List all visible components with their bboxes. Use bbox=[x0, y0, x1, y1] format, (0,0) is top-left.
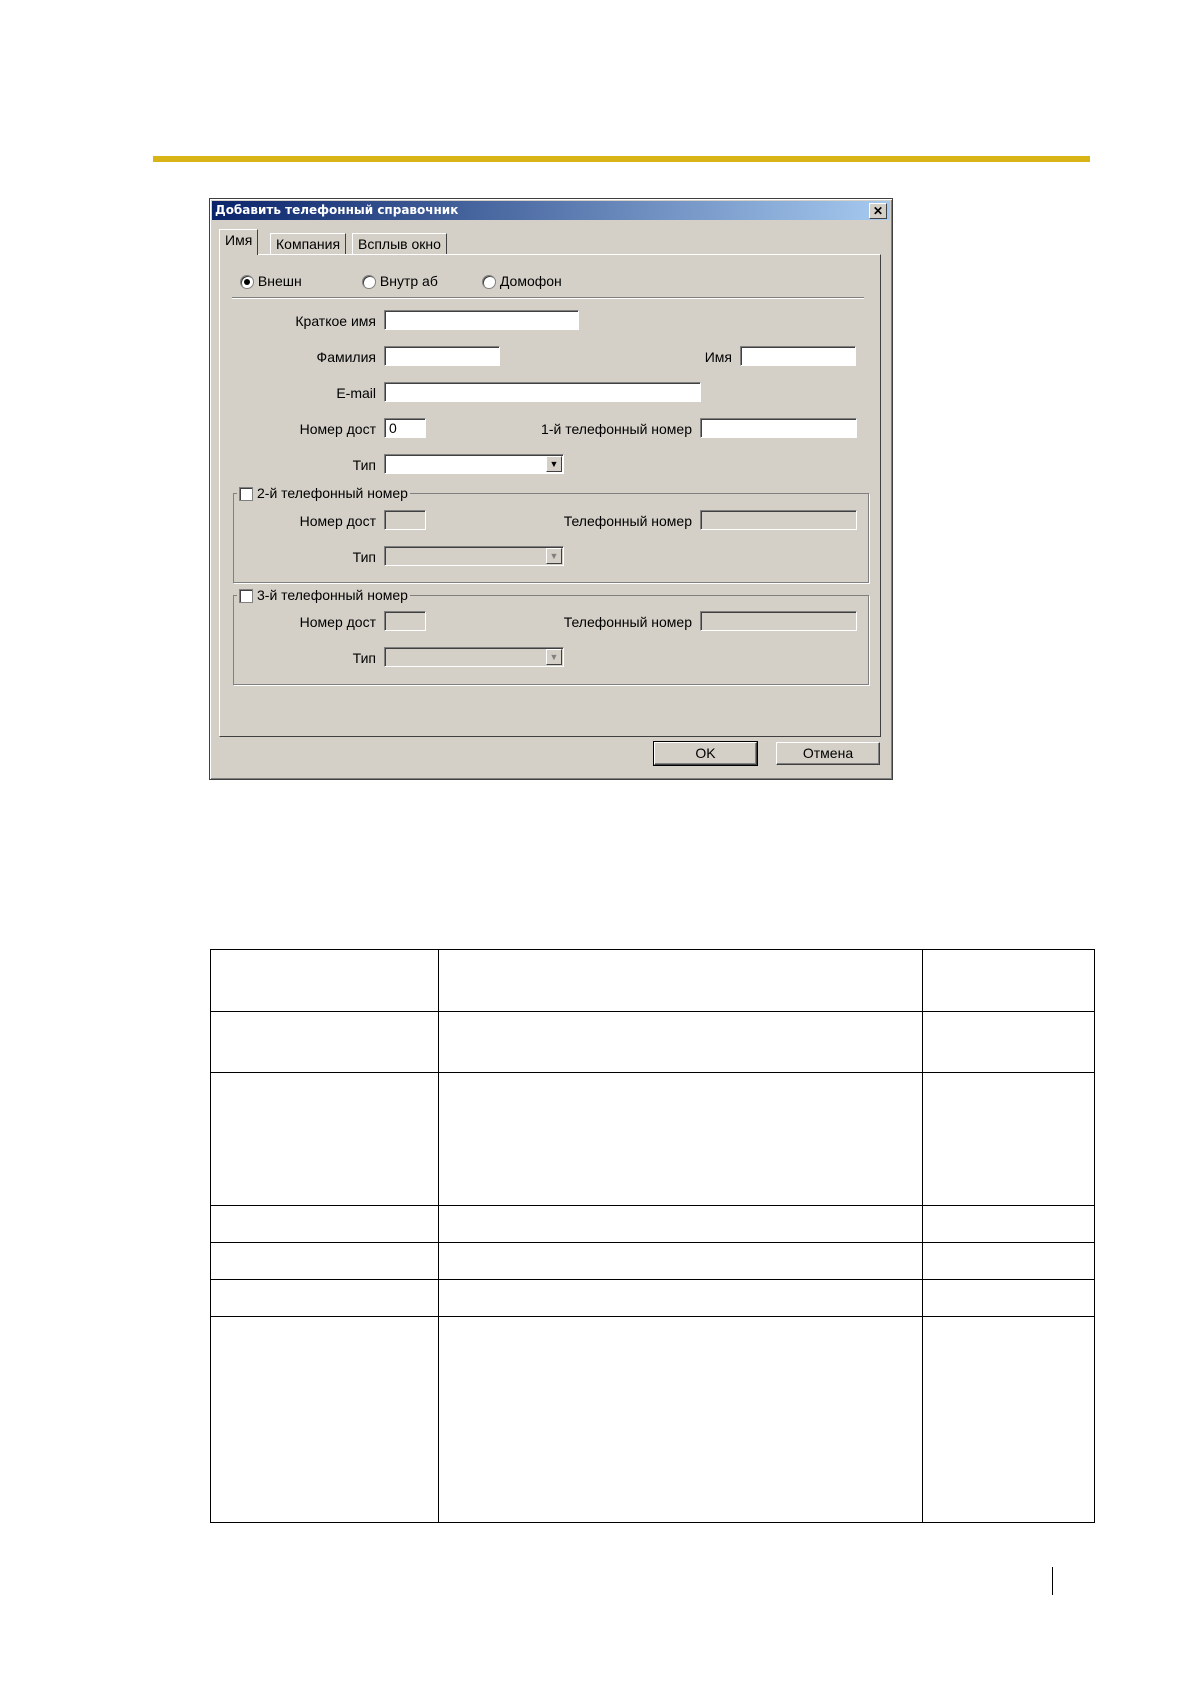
radio-separator bbox=[232, 297, 864, 299]
email-label: E-mail bbox=[336, 385, 376, 401]
header-rule bbox=[153, 156, 1090, 162]
table-row bbox=[211, 1012, 1095, 1073]
add-phonebook-dialog bbox=[209, 198, 893, 780]
phone2-legend[interactable] bbox=[237, 485, 410, 501]
phone1-label: 1-й телефонный номер bbox=[541, 421, 692, 437]
radio-doorphone-label: Домофон bbox=[499, 273, 562, 289]
tab-popup-window[interactable]: Всплыв окно bbox=[352, 233, 447, 255]
name-label: Имя bbox=[704, 349, 732, 365]
dialog-titlebar[interactable] bbox=[212, 201, 890, 220]
parameters-table bbox=[210, 949, 1095, 1523]
table-row bbox=[211, 1206, 1095, 1243]
phone2-group bbox=[233, 485, 869, 583]
email-field[interactable] bbox=[384, 382, 701, 402]
surname-field[interactable] bbox=[384, 346, 500, 366]
chevron-down-icon: ▼ bbox=[546, 649, 562, 665]
radio-external-icon bbox=[240, 275, 254, 289]
cancel-button[interactable]: Отмена bbox=[776, 742, 880, 765]
phone2-type-label: Тип bbox=[352, 549, 376, 565]
tab-name[interactable]: Имя bbox=[219, 229, 258, 255]
chevron-down-icon: ▼ bbox=[546, 548, 562, 564]
short-name-label: Краткое имя bbox=[295, 313, 376, 329]
dialog-title: Добавить телефонный справочник bbox=[215, 203, 459, 217]
phone3-type-combo bbox=[384, 647, 564, 667]
access-number-label: Номер дост bbox=[299, 421, 376, 437]
radio-external[interactable] bbox=[240, 273, 302, 289]
phone2-checkbox[interactable] bbox=[239, 487, 253, 501]
radio-internal-icon bbox=[362, 275, 376, 289]
phone3-checkbox[interactable] bbox=[239, 589, 253, 603]
short-name-field[interactable] bbox=[384, 310, 579, 330]
radio-internal[interactable] bbox=[362, 273, 438, 289]
access-number-field[interactable]: 0 bbox=[384, 418, 426, 438]
phone3-access-number-field bbox=[384, 611, 426, 631]
table-row bbox=[211, 1280, 1095, 1317]
name-field[interactable] bbox=[740, 346, 856, 366]
phone2-access-number-label: Номер дост bbox=[299, 513, 376, 529]
phone3-legend[interactable] bbox=[237, 587, 410, 603]
phone2-legend-label: 2-й телефонный номер bbox=[257, 485, 408, 501]
phone3-phone-label: Телефонный номер bbox=[563, 614, 692, 630]
chevron-down-icon[interactable]: ▼ bbox=[546, 456, 562, 472]
phone2-phone-label: Телефонный номер bbox=[563, 513, 692, 529]
table-row bbox=[211, 950, 1095, 1012]
radio-doorphone[interactable] bbox=[482, 273, 562, 289]
tab-company[interactable]: Компания bbox=[270, 233, 346, 255]
surname-label: Фамилия bbox=[316, 349, 376, 365]
table-row bbox=[211, 1317, 1095, 1523]
phone2-phone-field bbox=[700, 510, 857, 530]
radio-internal-label: Внутр аб bbox=[379, 273, 438, 289]
phone2-type-combo bbox=[384, 546, 564, 566]
phone3-legend-label: 3-й телефонный номер bbox=[257, 587, 408, 603]
table-row bbox=[211, 1073, 1095, 1206]
type-combo[interactable] bbox=[384, 454, 564, 474]
radio-external-label: Внешн bbox=[257, 273, 302, 289]
page-number-marker bbox=[1052, 1567, 1053, 1595]
phone3-group bbox=[233, 587, 869, 685]
phone3-access-number-label: Номер дост bbox=[299, 614, 376, 630]
ok-button[interactable]: OK bbox=[654, 742, 757, 765]
phone2-access-number-field bbox=[384, 510, 426, 530]
table-row bbox=[211, 1243, 1095, 1280]
phone3-type-label: Тип bbox=[352, 650, 376, 666]
phone3-phone-field bbox=[700, 611, 857, 631]
close-icon[interactable]: ✕ bbox=[869, 203, 887, 219]
radio-doorphone-icon bbox=[482, 275, 496, 289]
type-label: Тип bbox=[352, 457, 376, 473]
phone1-field[interactable] bbox=[700, 418, 857, 438]
